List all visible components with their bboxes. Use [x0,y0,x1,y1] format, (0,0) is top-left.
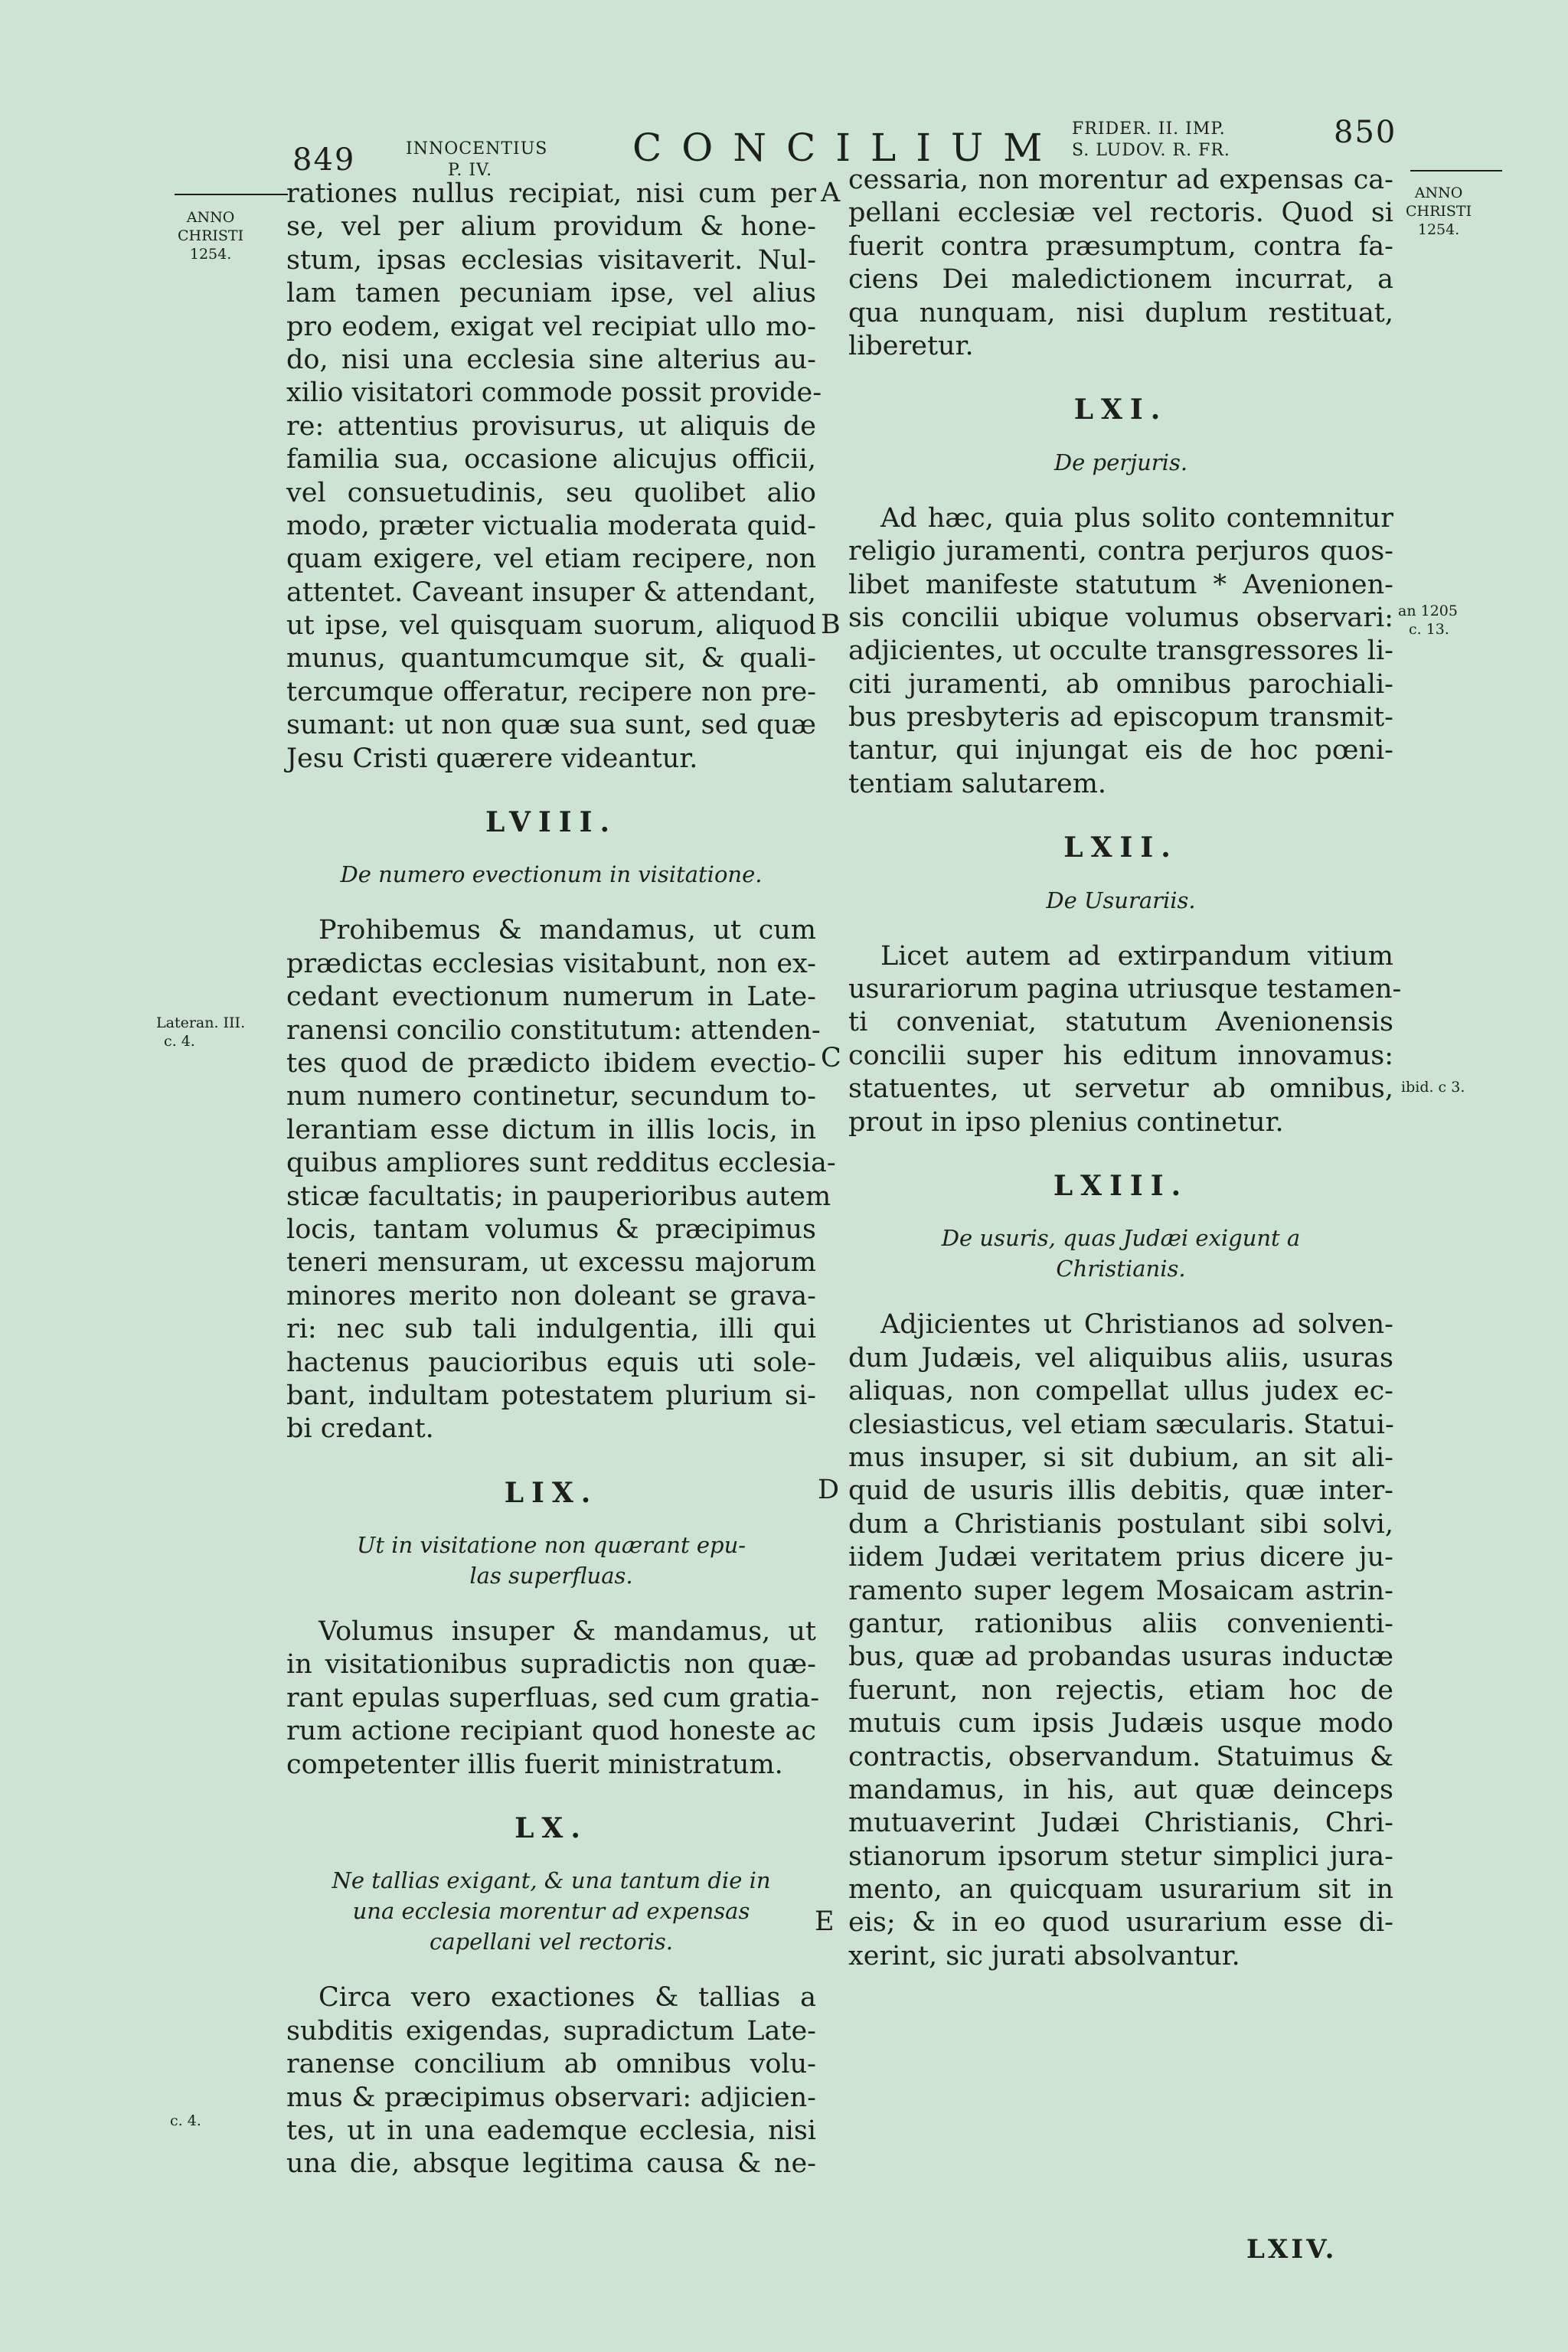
text-line: libet manifeste statutum * Avenionen- [848,569,1393,600]
text-line: una die, absque legitima causa & ne- [286,2148,816,2180]
left-paragraph-3 [286,1615,820,1782]
section-letter-d: D [818,1475,840,1505]
margin-ibid-note: ibid. c 3. [1401,1079,1465,1096]
text-line: qua nunquam, nisi duplum restituat, [848,297,1393,328]
text-line: hactenus paucioribus equis uti sole- [286,1347,816,1378]
text-line: contractis, observandum. Statuimus & [848,1741,1393,1772]
text-line: cedant evectionum numerum in Late- [286,982,816,1013]
running-title: CONCILIUM [632,126,1063,170]
section-heading-58: LVIII. [485,806,618,839]
text-line: citi juramenti, ab omnibus parochiali- [848,668,1393,700]
text-line: lam tamen pecuniam ipse, vel alius [286,278,816,309]
right-page-number: 850 [1334,115,1397,150]
section-letter-c: C [821,1043,841,1073]
section-title-59: Ut in visitatione non quærant epu- las superfluas. [356,1532,746,1589]
text-line: pellani ecclesiæ vel rectoris. Quod si [848,198,1393,229]
right-paragraph-2 [848,502,1393,802]
text-line: re: attentius provisurus, ut aliquis de [286,410,816,442]
text-line: aliquas, non compellat ullus judex ec- [848,1376,1393,1407]
right-column [848,164,1402,1973]
text-line: minores merito non doleant se grava- [286,1280,816,1312]
section-letter-e: E [815,1906,835,1937]
catchword: LXIV. [1246,2234,1338,2265]
section-heading-62: LXII. [1063,831,1178,864]
section-heading-61: LXI. [1073,394,1168,426]
left-paragraph-2 [286,914,836,1446]
text-line: adjicientes, ut occulte transgressores li- [848,635,1393,667]
text-line: mutuis cum ipsis Judæis usque modo [848,1708,1393,1740]
text-line: Volumus insuper & mandamus, ut [318,1616,816,1648]
text-line: modo, præter victualia moderata quid- [286,510,816,541]
text-line: lerantiam esse dictum in illis locis, in [286,1114,816,1145]
text-line: quid de usuris illis debitis, quæ inter- [848,1475,1393,1507]
text-line: vel consuetudinis, seu quolibet alio [286,477,816,508]
left-margin-rule [175,194,288,195]
text-line: xerint, sic jurati absolvantur. [848,1940,1240,1971]
section-letter-b: B [821,609,841,640]
text-line: munus, quantumcumque sit, & quali- [286,643,816,675]
section-heading-60: LX. [514,1812,588,1845]
text-line: se, vel per alium providum & hone- [286,211,816,243]
text-line: competenter illis fuerit ministratum. [286,1749,783,1780]
right-paragraph-1 [848,164,1393,363]
text-line: tantur, qui injungat eis de hoc pœni- [848,735,1393,766]
text-line: religio juramenti, contra perjuros quos- [848,536,1393,567]
text-line: bi credant. [286,1413,434,1445]
right-running-head: FRIDER. II. IMP. [1072,119,1226,139]
margin-lateran-note: Lateran. III. c. 4. [156,1014,246,1050]
text-line: tes, ut in una eademque ecclesia, nisi [286,2115,816,2147]
text-line: bus presbyteris ad episcopum transmit- [848,702,1393,733]
text-line: quam exigere, vel etiam recipere, non [286,544,816,575]
text-line: bus, quæ ad probandas usuras inductæ [848,1642,1393,1673]
text-line: ri: nec sub tali indulgentia, illi qui [286,1314,816,1345]
section-letter-a: A [821,178,841,208]
text-line: sticæ facultatis; in pauperioribus autem [286,1181,831,1212]
text-line: statuentes, ut servetur ab omnibus, [848,1073,1393,1105]
section-heading-63: LXIII. [1053,1170,1189,1203]
section-title-58: De numero evectionum in visitatione. [340,861,763,888]
text-line: ti conveniat, statutum Avenionensis [848,1007,1393,1038]
text-line: subditis exigendas, supradictum Late- [286,2015,816,2047]
text-line: prædictas ecclesias visitabunt, non ex- [286,948,816,979]
text-line: dum Judæis, vel aliquibus aliis, usuras [848,1342,1393,1374]
text-line: eis; & in eo quod usurarium esse di- [848,1907,1393,1939]
margin-anno-right: ANNO CHRISTI 1254. [1406,185,1472,238]
margin-an1205-note: an 1205 c. 13. [1398,603,1458,638]
text-line: quibus ampliores sunt redditus ecclesia- [286,1148,836,1179]
text-line: liberetur. [848,330,974,361]
text-line: sumant: ut non quæ sua sunt, sed quæ [286,710,816,741]
text-line: fuerit contra præsumptum, contra fa- [848,230,1393,262]
left-running-head: INNOCENTIUS [406,139,548,158]
text-line: stum, ipsas ecclesias visitaverit. Nul- [286,244,816,276]
section-title-62: De Usurariis. [1046,887,1196,913]
margin-anno-left: ANNO CHRISTI 1254. [178,209,244,263]
text-line: clesiasticus, vel etiam sæcularis. Statui- [848,1409,1394,1440]
right-margin-rule [1410,170,1502,172]
text-line: dum a Christianis postulant sibi solvi, [848,1508,1393,1540]
text-line: familia sua, occasione alicujus officii, [286,444,816,475]
text-line: Prohibemus & mandamus, ut cum [318,915,816,946]
text-line: mus & præcipimus observari: adjicien- [286,2082,816,2113]
left-paragraph-1 [286,178,822,776]
text-line: rationes nullus recipiat, nisi cum per [286,178,816,209]
section-title-63: De usuris, quas Judæi exigunt a Christianis. [941,1225,1301,1282]
text-line: usurariorum pagina utriusque testamen- [848,974,1402,1005]
text-line: Circa vero exactiones & tallias a [318,1982,816,2014]
text-line: tercumque offeratur, recipere non pre- [286,676,816,707]
text-line: iidem Judæi veritatem prius dicere ju- [848,1542,1393,1573]
text-line: stianorum ipsorum stetur simplici jura- [848,1841,1393,1872]
text-line: attentet. Caveant insuper & attendant, [286,577,816,608]
text-line: cessaria, non morentur ad expensas ca- [848,165,1393,195]
section-heading-59: LIX. [504,1476,599,1509]
text-line: mento, an quicquam usurarium sit in [848,1874,1393,1906]
right-paragraph-4 [848,1308,1393,1973]
text-line: mandamus, in his, aut quæ deinceps [848,1774,1393,1805]
text-line: mutuaverint Judæi Christianis, Chri- [848,1808,1393,1839]
text-line: sis concilii ubique volumus observari: [848,602,1393,633]
section-title-61: De perjuris. [1054,449,1188,475]
text-line: Ad hæc, quia plus solito contemnitur [880,502,1393,534]
text-line: Adjicientes ut Christianos ad solven- [880,1309,1393,1341]
right-running-head-sub: S. LUDOV. R. FR. [1072,141,1230,160]
text-line: ranensi concilio constitutum: attenden- [286,1014,821,1046]
text-line: prout in ipso plenius continetur. [848,1106,1284,1138]
left-paragraph-4 [286,1981,816,2180]
text-line: ranense concilium ab omnibus volu- [286,2049,816,2080]
text-line: num numero continetur, secundum to- [286,1081,816,1112]
text-line: gantur, rationibus aliis convenienti- [848,1608,1393,1639]
text-line: mus insuper, si sit dubium, an sit ali- [848,1442,1393,1473]
text-line: bant, indultam potestatem plurium si- [286,1380,816,1411]
text-line: rum actione recipiant quod honeste ac [286,1716,816,1747]
text-line: rant epulas superfluas, sed cum gratia- [286,1682,820,1713]
text-line: ut ipse, vel quisquam suorum, aliquod [286,610,816,642]
left-column [286,178,836,2181]
left-running-head-sub: P. IV. [448,161,493,180]
text-line: tentiam salutarem. [848,768,1107,799]
text-line: Jesu Cristi quærere videantur. [286,743,698,774]
text-line: xilio visitatori commode possit provide- [286,377,822,409]
text-line: concilii super his editum innovamus: [848,1040,1393,1071]
text-line: ciens Dei maledictionem incurrat, a [848,264,1393,296]
text-line: tes quod de prædicto ibidem evectio- [286,1048,816,1079]
section-title-60: Ne tallias exigant, & una tantum die in una ecclesia morentur ad expensas capellani vel rectoris. [332,1867,771,1955]
text-line: teneri mensuram, ut excessu majorum [286,1247,816,1279]
text-line: pro eodem, exigat vel recipiat ullo mo- [286,311,816,342]
text-line: fuerunt, non rejectis, etiam hoc de [848,1674,1393,1706]
text-line: in visitationibus supradictis non quæ- [286,1649,816,1681]
right-paragraph-3 [848,940,1402,1139]
text-line: locis, tantam volumus & præcipimus [286,1214,816,1245]
text-line: Licet autem ad extirpandum vitium [880,940,1393,972]
margin-c4-note: c. 4. [170,2112,201,2129]
text-line: ramento super legem Mosaicam astrin- [848,1575,1393,1606]
left-page-number: 849 [292,142,356,178]
text-line: do, nisi una ecclesia sine alterius au- [286,344,816,375]
